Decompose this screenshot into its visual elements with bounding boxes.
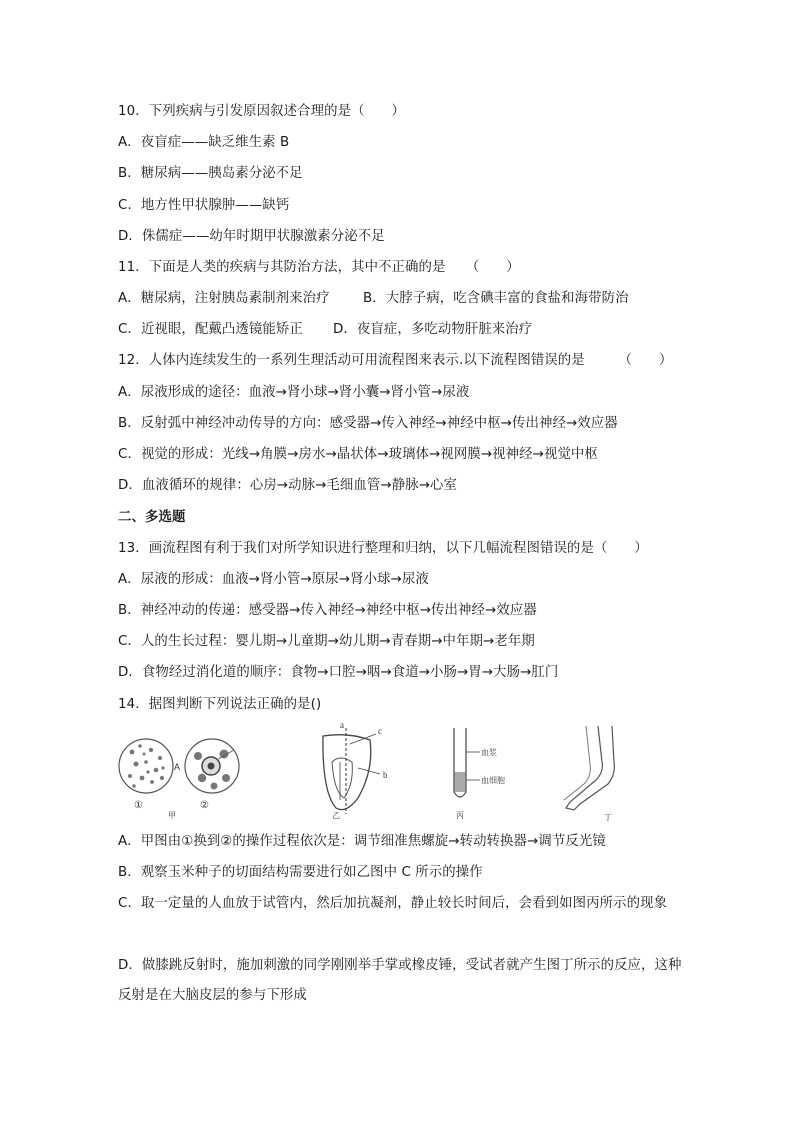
q13-option-d: D．食物经过消化道的顺序：食物→口腔→咽→食道→小肠→胃→大肠→肛门 <box>118 665 559 680</box>
q10-option-d: D．侏儒症——幼年时期甲状腺激素分泌不足 <box>118 229 385 244</box>
label-a: a <box>340 722 344 730</box>
q12-option-c: C．视觉的形成：光线→角膜→房水→晶状体→玻璃体→视网膜→视神经→视觉中枢 <box>118 447 598 462</box>
label-yi: 乙 <box>332 811 340 820</box>
q14-figure <box>118 722 638 822</box>
q12-stem: 12．人体内连续发生的一系列生理活动可用流程图来表示.以下流程图错误的是 （ ） <box>118 353 673 368</box>
label-bing: 丙 <box>456 811 464 820</box>
label-2: ② <box>200 800 209 811</box>
q12-option-a: A．尿液形成的途径：血液→肾小球→肾小囊→肾小管→尿液 <box>118 385 470 400</box>
q14-option-d: D．做膝跳反射时，施加刺激的同学刚刚举手掌或橡皮锤，受试者就产生图丁所示的反应，这种反射是在大脑皮层的参与下形成 <box>118 958 682 1003</box>
q14-stem: 14．据图判断下列说法正确的是() <box>118 697 322 712</box>
q11-option-b: B．大脖子病，吃含碘丰富的食盐和海带防治 <box>363 291 629 306</box>
q12-option-b: B．反射弧中神经冲动传导的方向：感受器→传入神经→神经中枢→传出神经→效应器 <box>118 416 618 431</box>
q13-option-c: C．人的生长过程：婴儿期→儿童期→幼儿期→青春期→中年期→老年期 <box>118 634 535 649</box>
q14-option-c: C．取一定量的人血放于试管内，然后加抗凝剂，静止较长时间后，会看到如图丙所示的现象 <box>118 896 668 911</box>
figure-yi <box>323 722 388 820</box>
label-c: c <box>378 726 382 736</box>
label-plasma: 血浆 <box>481 748 497 757</box>
label-b: b <box>383 770 388 780</box>
label-A: A <box>174 762 181 772</box>
q10-stem: 10．下列疾病与引发原因叙述合理的是（ ） <box>118 104 406 119</box>
q11-option-d: D．夜盲症，多吃动物肝脏来治疗 <box>333 322 533 337</box>
figure-bing <box>454 728 505 820</box>
q10-option-a: A．夜盲症——缺乏维生素 B <box>118 135 290 150</box>
q14-figure-drawing <box>118 722 638 822</box>
q13-option-b: B．神经冲动的传递：感受器→传入神经→神经中枢→传出神经→效应器 <box>118 603 537 618</box>
figure-jia <box>119 739 239 820</box>
q10-option-b: B．糖尿病——胰岛素分泌不足 <box>118 166 303 181</box>
q11-option-a: A．糖尿病，注射胰岛素制剂来治疗 <box>118 291 330 306</box>
q13-option-a: A．尿液的形成：血液→肾小管→原尿→肾小球→尿液 <box>118 572 429 587</box>
label-ding: 丁 <box>604 813 612 822</box>
label-blood-cells: 血细胞 <box>481 776 505 785</box>
figure-ding <box>564 726 614 822</box>
q11-stem: 11．下面是人类的疾病与其防治方法，其中不正确的是 （ ） <box>118 260 520 275</box>
q11-option-c: C．近视眼，配戴凸透镜能矫正 <box>118 322 303 337</box>
section-heading: 二、多选题 <box>118 510 186 525</box>
label-jia: 甲 <box>168 811 176 820</box>
q13-stem: 13．画流程图有利于我们对所学知识进行整理和归纳，以下几幅流程图错误的是（ ） <box>118 541 648 556</box>
label-1: ① <box>134 800 143 811</box>
q14-option-b: B．观察玉米种子的切面结构需要进行如乙图中 C 所示的操作 <box>118 865 483 880</box>
q10-option-c: C．地方性甲状腺肿——缺钙 <box>118 198 290 213</box>
q12-option-d: D．血液循环的规律：心房→动脉→毛细血管→静脉→心室 <box>118 478 457 493</box>
q14-option-a: A．甲图由①换到②的操作过程依次是：调节细准焦螺旋→转动转换器→调节反光镜 <box>118 834 606 849</box>
